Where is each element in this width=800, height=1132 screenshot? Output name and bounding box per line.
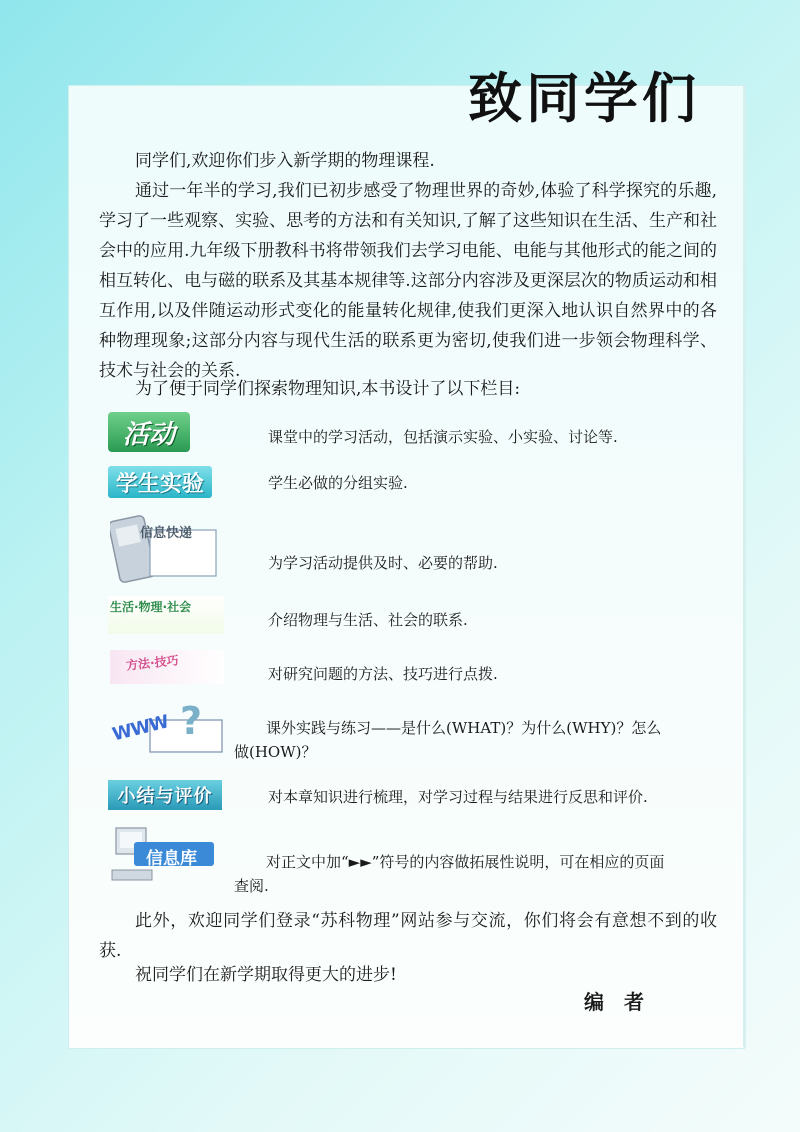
activity-badge-icon	[108, 412, 190, 452]
column-desc-info-express: 为学习活动提供及时、必要的帮助.	[268, 554, 498, 572]
closing-wish: 祝同学们在新学期取得更大的进步!	[135, 965, 397, 985]
column-desc-life-physics-society: 介绍物理与生活、社会的联系.	[268, 611, 468, 629]
life-physics-society-badge-icon	[108, 596, 224, 634]
info-library-badge-label: 信息库	[146, 849, 197, 869]
student-experiment-badge-icon	[108, 466, 212, 498]
method-skill-badge-label: 方法·技巧	[125, 653, 180, 673]
closing-paragraph: 此外，欢迎同学们登录“苏科物理”网站参与交流，你们将会有意想不到的收获.	[99, 911, 717, 961]
column-desc-summary: 对本章知识进行梳理，对学习过程与结果进行反思和评价.	[268, 788, 648, 806]
student-experiment-badge-label: 学生实验	[115, 471, 204, 497]
svg-text:?: ?	[180, 700, 203, 743]
info-library-badge-icon	[110, 826, 218, 888]
page-title: 致同学们	[468, 67, 700, 130]
column-desc-method-skill: 对研究问题的方法、技巧进行点拨.	[268, 665, 498, 683]
www-badge-icon	[110, 700, 224, 754]
summary-badge-label: 小结与评价	[117, 786, 213, 807]
column-desc-student-experiment: 学生必做的分组实验.	[268, 474, 408, 492]
column-desc-activity: 课堂中的学习活动，包括演示实验、小实验、讨论等.	[268, 428, 618, 446]
method-skill-badge-icon	[110, 650, 224, 684]
intro-line-1: 同学们,欢迎你们步入新学期的物理课程.	[135, 151, 435, 171]
panel-edge	[743, 85, 746, 1047]
life-physics-society-badge-label: 生活·物理·社会	[110, 600, 192, 614]
info-express-badge-label: 信息快递	[140, 526, 193, 541]
activity-badge-label: 活动	[122, 419, 175, 450]
columns-intro: 为了便于同学们探索物理知识,本书设计了以下栏目:	[135, 379, 521, 399]
signature: 编者	[584, 990, 664, 1014]
column-desc-www: 课外实践与练习——是什么(WHAT)？为什么(WHY)？怎么做(HOW)？	[234, 719, 662, 761]
intro-paragraph: 通过一年半的学习,我们已初步感受了物理世界的奇妙,体验了科学探究的乐趣,学习了一些观察、实验、思考的方法和有关知识,了解了这些知识在生活、生产和社会中的应用.九年级下册教科书将带领我们去学习电能、电能与其他形式的能之间的相互转化、电与磁的联系及其基本规律等.这部分内容涉及更深层次的物质运动和相互作用,以及伴随运动形式变化的能量转化规律,使我们更深入地认识自然界中的各种物理现象;这部分内容与现代生活的联系更为密切,使我们进一步领会物理科学、技术与社会的关系.	[99, 181, 717, 381]
info-express-badge-icon	[110, 512, 220, 584]
www-badge-label: WWW	[110, 711, 171, 746]
summary-badge-icon	[108, 780, 222, 810]
column-desc-info-library: 对正文中加“►►”符号的内容做拓展性说明，可在相应的页面查阅.	[234, 853, 665, 895]
